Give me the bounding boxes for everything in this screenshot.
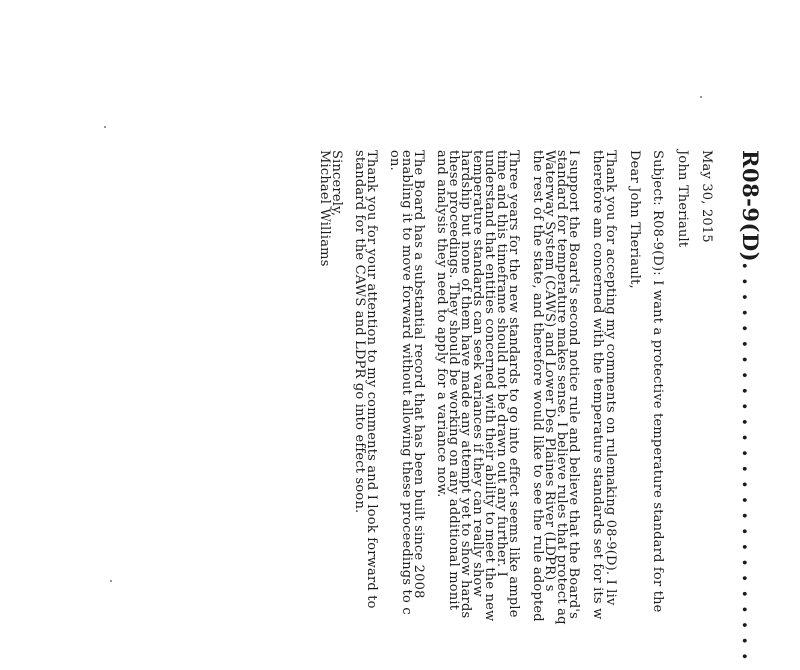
paragraph-3-line: hardship but none of them have made any attempt yet to show hards (458, 150, 473, 619)
scan-speck (700, 96, 702, 98)
scan-speck (110, 580, 112, 582)
paragraph-5-line: standard for the CAWS and LDPR go into effect soon. (352, 150, 367, 514)
letter-closing: Sincerely, (329, 150, 344, 217)
scan-speck (104, 126, 106, 128)
paragraph-2-line: standard for temperature makes sense. I believe rules that protect aq (554, 150, 569, 625)
paragraph-3-line: these proceedings. They should be working on any additional monit (446, 150, 461, 611)
paragraph-3-line: time and this timeframe should not be drawn out any further. I (494, 150, 509, 577)
letter-signature-name: Michael Williams (317, 150, 332, 267)
paragraph-3-line: understand that entities concerned with their ability to meet the new (482, 150, 497, 622)
paragraph-2-line: the rest of the state, and therefore would like to see the rule adopted (530, 150, 545, 622)
letter-subject: Subject: R08-9(D): I want a protective temperature standard for the (650, 150, 665, 613)
paragraph-1-line: Thank you for accepting my comments on rulemaking 08-9(D). I liv (603, 150, 618, 606)
paragraph-4-line: enabling it to move forward without allowing these proceedings to c (399, 150, 414, 615)
docket-header: R08-9(D). . . . . . . . . . . . . . . . . . . . . . . . . . (738, 150, 763, 661)
paragraph-4-line: The Board has a substantial record that has been built since 2008 (411, 150, 426, 599)
rotated-letter-page (241, 150, 761, 670)
letter-recipient: John Theriault (675, 150, 690, 248)
paragraph-4-line: on. (387, 150, 402, 171)
paragraph-2-line: Waterway System (CAWS) and Lower Des Plaines River (LDPR) s (542, 150, 557, 592)
paragraph-1-line: therefore am concerned with the temperature standards set for its w (590, 150, 605, 620)
paragraph-3-line: temperature standards can seek variances if they can really show (470, 150, 485, 597)
letter-salutation: Dear John Theriault, (627, 150, 642, 289)
letter-date: May 30, 2015 (699, 150, 714, 243)
paragraph-2-line: I support the Board's second notice rule and believe that the Board's (566, 150, 581, 619)
paragraph-5-line: Thank you for your attention to my comments and I look forward to (364, 150, 379, 609)
paragraph-3-line: and analysis they need to apply for a variance now. (434, 150, 449, 498)
paragraph-3-line: Three years for the new standards to go into effect seems like ample (506, 150, 521, 618)
